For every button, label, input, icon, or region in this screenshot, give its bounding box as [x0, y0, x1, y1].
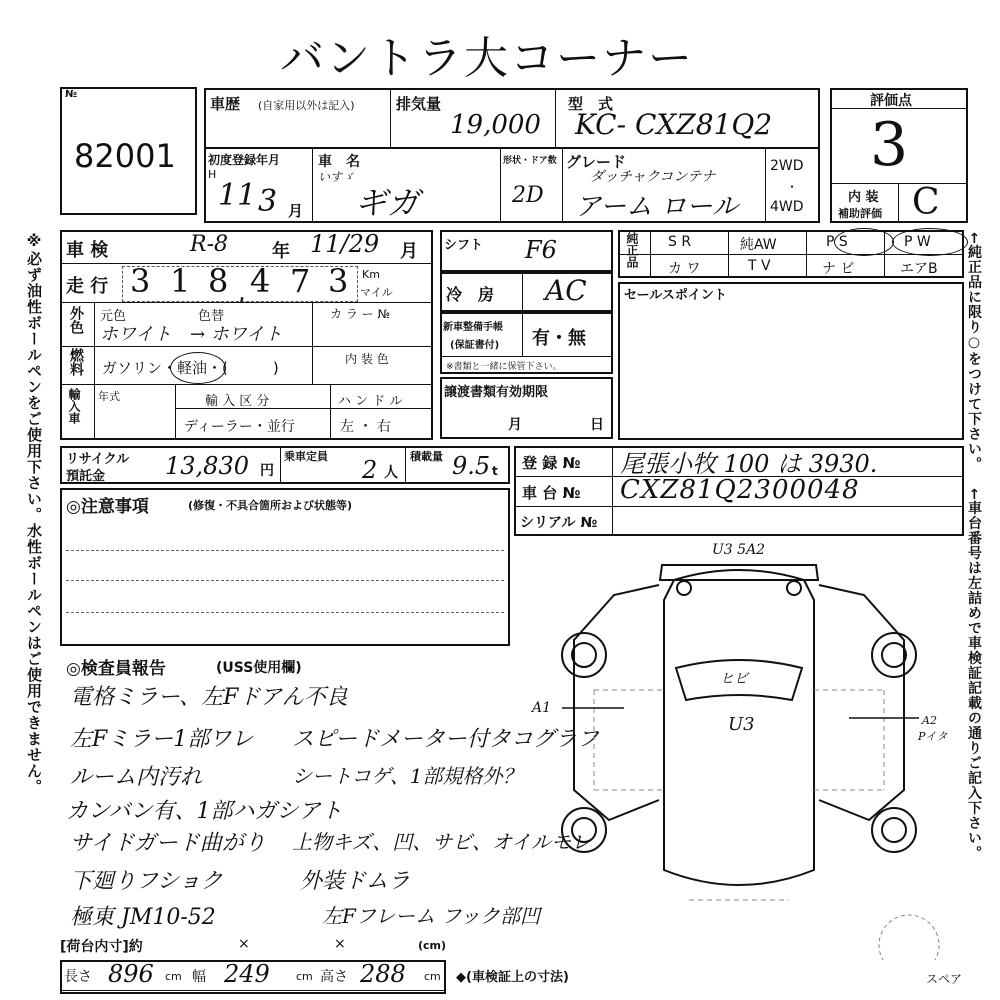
import-year-label: 年式 [98, 390, 120, 403]
transfer-month: 月 [508, 417, 522, 433]
exterior-color-change-value: → ホワイト [190, 324, 283, 345]
sales-point-label: セールスポイント [624, 288, 727, 303]
inspection-month-unit: 月 [400, 241, 418, 262]
mileage-label: 走 行 [66, 276, 109, 297]
manual-label1: 新車整備手帳 [443, 322, 503, 333]
model-code-value: KC- CXZ81Q2 [575, 108, 773, 141]
drive-4wd: 4WD [770, 199, 804, 215]
inspection-year-unit: 年 [272, 241, 290, 262]
ac-label: 冷 房 [446, 285, 495, 304]
inspection-era: R-8 [190, 232, 228, 257]
dims-height-label: 高さ [320, 969, 348, 985]
exterior-color-label: 外色 [68, 306, 84, 334]
grade-line2: アーム ロール [575, 192, 738, 222]
dims-height-unit: cm [424, 970, 441, 983]
side-note-right-chassis: ←車台番号は左詰めで車検証記載の通りご記入下さい。 [966, 488, 982, 861]
lot-number: 82001 [74, 137, 176, 175]
notes-sub: (修復・不具合箇所および状態等) [188, 499, 353, 512]
drive-2wd: 2WD [770, 158, 804, 174]
side-note-left: ※必ず油性ボールペンをご使用下さい。水性ボールペンはご使用できません。 [25, 232, 43, 795]
option-navi: ナ ビ [822, 261, 855, 277]
history-label: 車歴 [210, 95, 241, 113]
transfer-day: 日 [590, 417, 604, 433]
model-code-label: 型 式 [568, 95, 614, 113]
report-line-right: 左Fフレーム フック部凹 [322, 904, 541, 928]
diagram-top-note: U3 5A2 [712, 542, 766, 558]
capacity-unit: 人 [384, 465, 398, 481]
diagram-front-note: ヒビ [720, 671, 748, 687]
option-airbag: エアB [900, 261, 938, 277]
fuel-value: ガソリン・軽油・( ) [102, 359, 279, 377]
grade-line1: ダッチャクコンテナ [590, 169, 716, 185]
grade-label: グレード [566, 153, 627, 171]
report-line-left: 極東 JM10-52 [70, 905, 216, 930]
interior-color-label: 内 装 色 [345, 352, 389, 366]
exterior-color-orig-value: ホワイト [100, 324, 172, 345]
lot-label: № [65, 89, 78, 100]
dims-width-unit: cm [296, 970, 313, 983]
diagram-right-note2: Pイタ [918, 730, 948, 743]
option-ps-circle [834, 228, 894, 256]
serial-label: シリアル № [520, 515, 598, 531]
option-leather: カ ワ [668, 261, 701, 277]
capacity-label: 乗車定員 [284, 450, 328, 463]
report-line-left: ルーム内汚れ [70, 765, 203, 790]
import-label: 輸入車 [67, 388, 81, 424]
fuel-label: 燃料 [68, 348, 84, 376]
spare-tire-circle [879, 915, 939, 960]
report-line-right: 上物キズ、凹、サビ、オイルモレ [292, 830, 591, 854]
dims-cert-label: ◆(車検証上の寸法) [456, 970, 569, 985]
registration-label: 登 録 № [522, 454, 581, 472]
rating-label: 評価点 [870, 93, 912, 109]
mileage-digit: 3 [130, 262, 151, 300]
manual-note: ※書類と一緒に保管下さい。 [446, 362, 562, 372]
first-reg-era: H [208, 168, 217, 181]
manual-label2: (保証書付) [450, 340, 500, 351]
car-name-value: ギガ [355, 184, 420, 222]
load-label: 積載量 [410, 450, 443, 463]
first-reg-year: 11 [218, 178, 257, 213]
recycle-unit: 円 [260, 463, 274, 479]
exterior-color-change-label: 色替 [198, 309, 225, 324]
report-sub: (USS使用欄) [216, 660, 302, 676]
sales-point-box [618, 282, 964, 440]
manual-value: 有・無 [532, 328, 586, 349]
report-line-right: シートコゲ、1部規格外？ [292, 764, 523, 788]
report-line-right: 外装ドムラ [300, 869, 411, 894]
report-line-left: 下廻りフショク [70, 869, 223, 894]
displacement-label: 排気量 [396, 95, 442, 113]
mileage-digit: 8 [208, 262, 229, 300]
report-line-left: カンバン有、1部ハガシアト [66, 799, 343, 824]
shape-doors-label: 形状・ドア数 [503, 156, 557, 166]
recycle-label2: 預託金 [66, 469, 106, 484]
mileage-unit-mile: マイル [360, 286, 393, 299]
first-reg-month: 3 [258, 184, 278, 219]
history-note: (自家用以外は記入) [258, 99, 355, 112]
exterior-color-orig-label: 元色 [100, 309, 127, 324]
option-power-window: P W [904, 234, 931, 250]
load-value: 9.5 [452, 452, 491, 480]
diagram-spare-label: スペア [926, 972, 963, 986]
dims-length-value: 896 [108, 960, 154, 988]
capacity-value: 2 [362, 456, 378, 484]
interior-rating-value: C [912, 182, 940, 223]
load-unit: t [492, 464, 498, 478]
vehicle-diagram [514, 540, 964, 960]
fuel-selected-circle [170, 352, 226, 384]
shift-value: F6 [525, 236, 557, 264]
color-no-label: カ ラ ー № [330, 307, 390, 321]
mileage-digit: 1 [170, 262, 191, 300]
option-power-steering: P S [826, 234, 848, 250]
mileage-digit: 4 [250, 262, 271, 300]
report-line-left: 電格ミラー、左Fドアん不良 [70, 685, 348, 710]
registration-value: 尾張小牧 100 は 3930. [620, 450, 878, 478]
import-class-label: 輸 入 区 分 [205, 394, 270, 409]
report-label: ◎検査員報告 [66, 659, 166, 679]
page-title: バントラ大コーナー [280, 33, 694, 84]
dims-width-value: 249 [224, 960, 270, 988]
lot-box [60, 87, 197, 215]
rating-value: 3 [870, 110, 909, 180]
chassis-label: 車 台 № [522, 484, 581, 502]
first-reg-label: 初度登録年月 [208, 153, 281, 167]
shift-label: シフト [444, 238, 484, 253]
diagram-center-note: U3 [728, 714, 755, 735]
dims-height-value: 288 [360, 960, 406, 988]
cargo-label: [荷台内寸]約 [60, 939, 143, 955]
dims-length-label: 長さ [64, 969, 92, 985]
car-name-label: 車 名 [318, 154, 360, 170]
transfer-label: 譲渡書類有効期限 [444, 385, 549, 400]
displacement-value: 19,000 [450, 110, 541, 140]
notes-label: ◎注意事項 [66, 497, 149, 517]
option-sr: S R [668, 234, 692, 250]
chassis-value: CXZ81Q2300048 [620, 475, 860, 505]
handle-label: ハ ン ド ル [338, 394, 403, 409]
options-label: 純正品 [625, 232, 639, 268]
first-reg-unit: 月 [288, 202, 304, 220]
mileage-comma: , [238, 278, 246, 306]
interior-rating-label1: 内 装 [848, 190, 879, 205]
inspection-label: 車 検 [66, 240, 109, 261]
interior-rating-label2: 補助評価 [838, 207, 882, 220]
report-line-right: スピードメーター付タコグラフ [292, 727, 599, 752]
ac-value: AC [545, 274, 587, 307]
inspection-date: 11/29 [310, 230, 380, 258]
cargo-x1: × [238, 936, 250, 952]
side-note-right-options: ←純正品に限り○をつけて下さい。 [966, 232, 982, 472]
option-alloy-wheel: 純AW [740, 237, 777, 253]
cargo-unit: (cm) [418, 939, 447, 952]
car-name-maker: いすゞ [318, 170, 355, 184]
import-class-value: ディーラー・並行 [184, 419, 295, 435]
option-pw-circle [892, 228, 968, 256]
handle-value: 左 ・ 右 [340, 419, 391, 435]
mileage-unit-km: Km [362, 268, 380, 281]
dims-width-label: 幅 [192, 969, 206, 985]
drive-dot: ・ [786, 180, 799, 194]
report-line-left: サイドガード曲がり [70, 831, 266, 856]
dims-length-unit: cm [165, 970, 182, 983]
report-line-left: 左Fミラー1部ワレ [70, 727, 254, 752]
mileage-digit: 7 [290, 262, 311, 300]
diagram-right-note1: A2 [922, 714, 937, 727]
diagram-left-note: A1 [532, 700, 552, 716]
mileage-digit: 3 [328, 262, 349, 300]
cargo-x2: × [334, 936, 346, 952]
option-tv: T V [748, 258, 771, 274]
shape-doors-value: 2D [512, 183, 544, 208]
recycle-label1: リサイクル [66, 452, 130, 467]
recycle-value: 13,830 [165, 452, 249, 480]
